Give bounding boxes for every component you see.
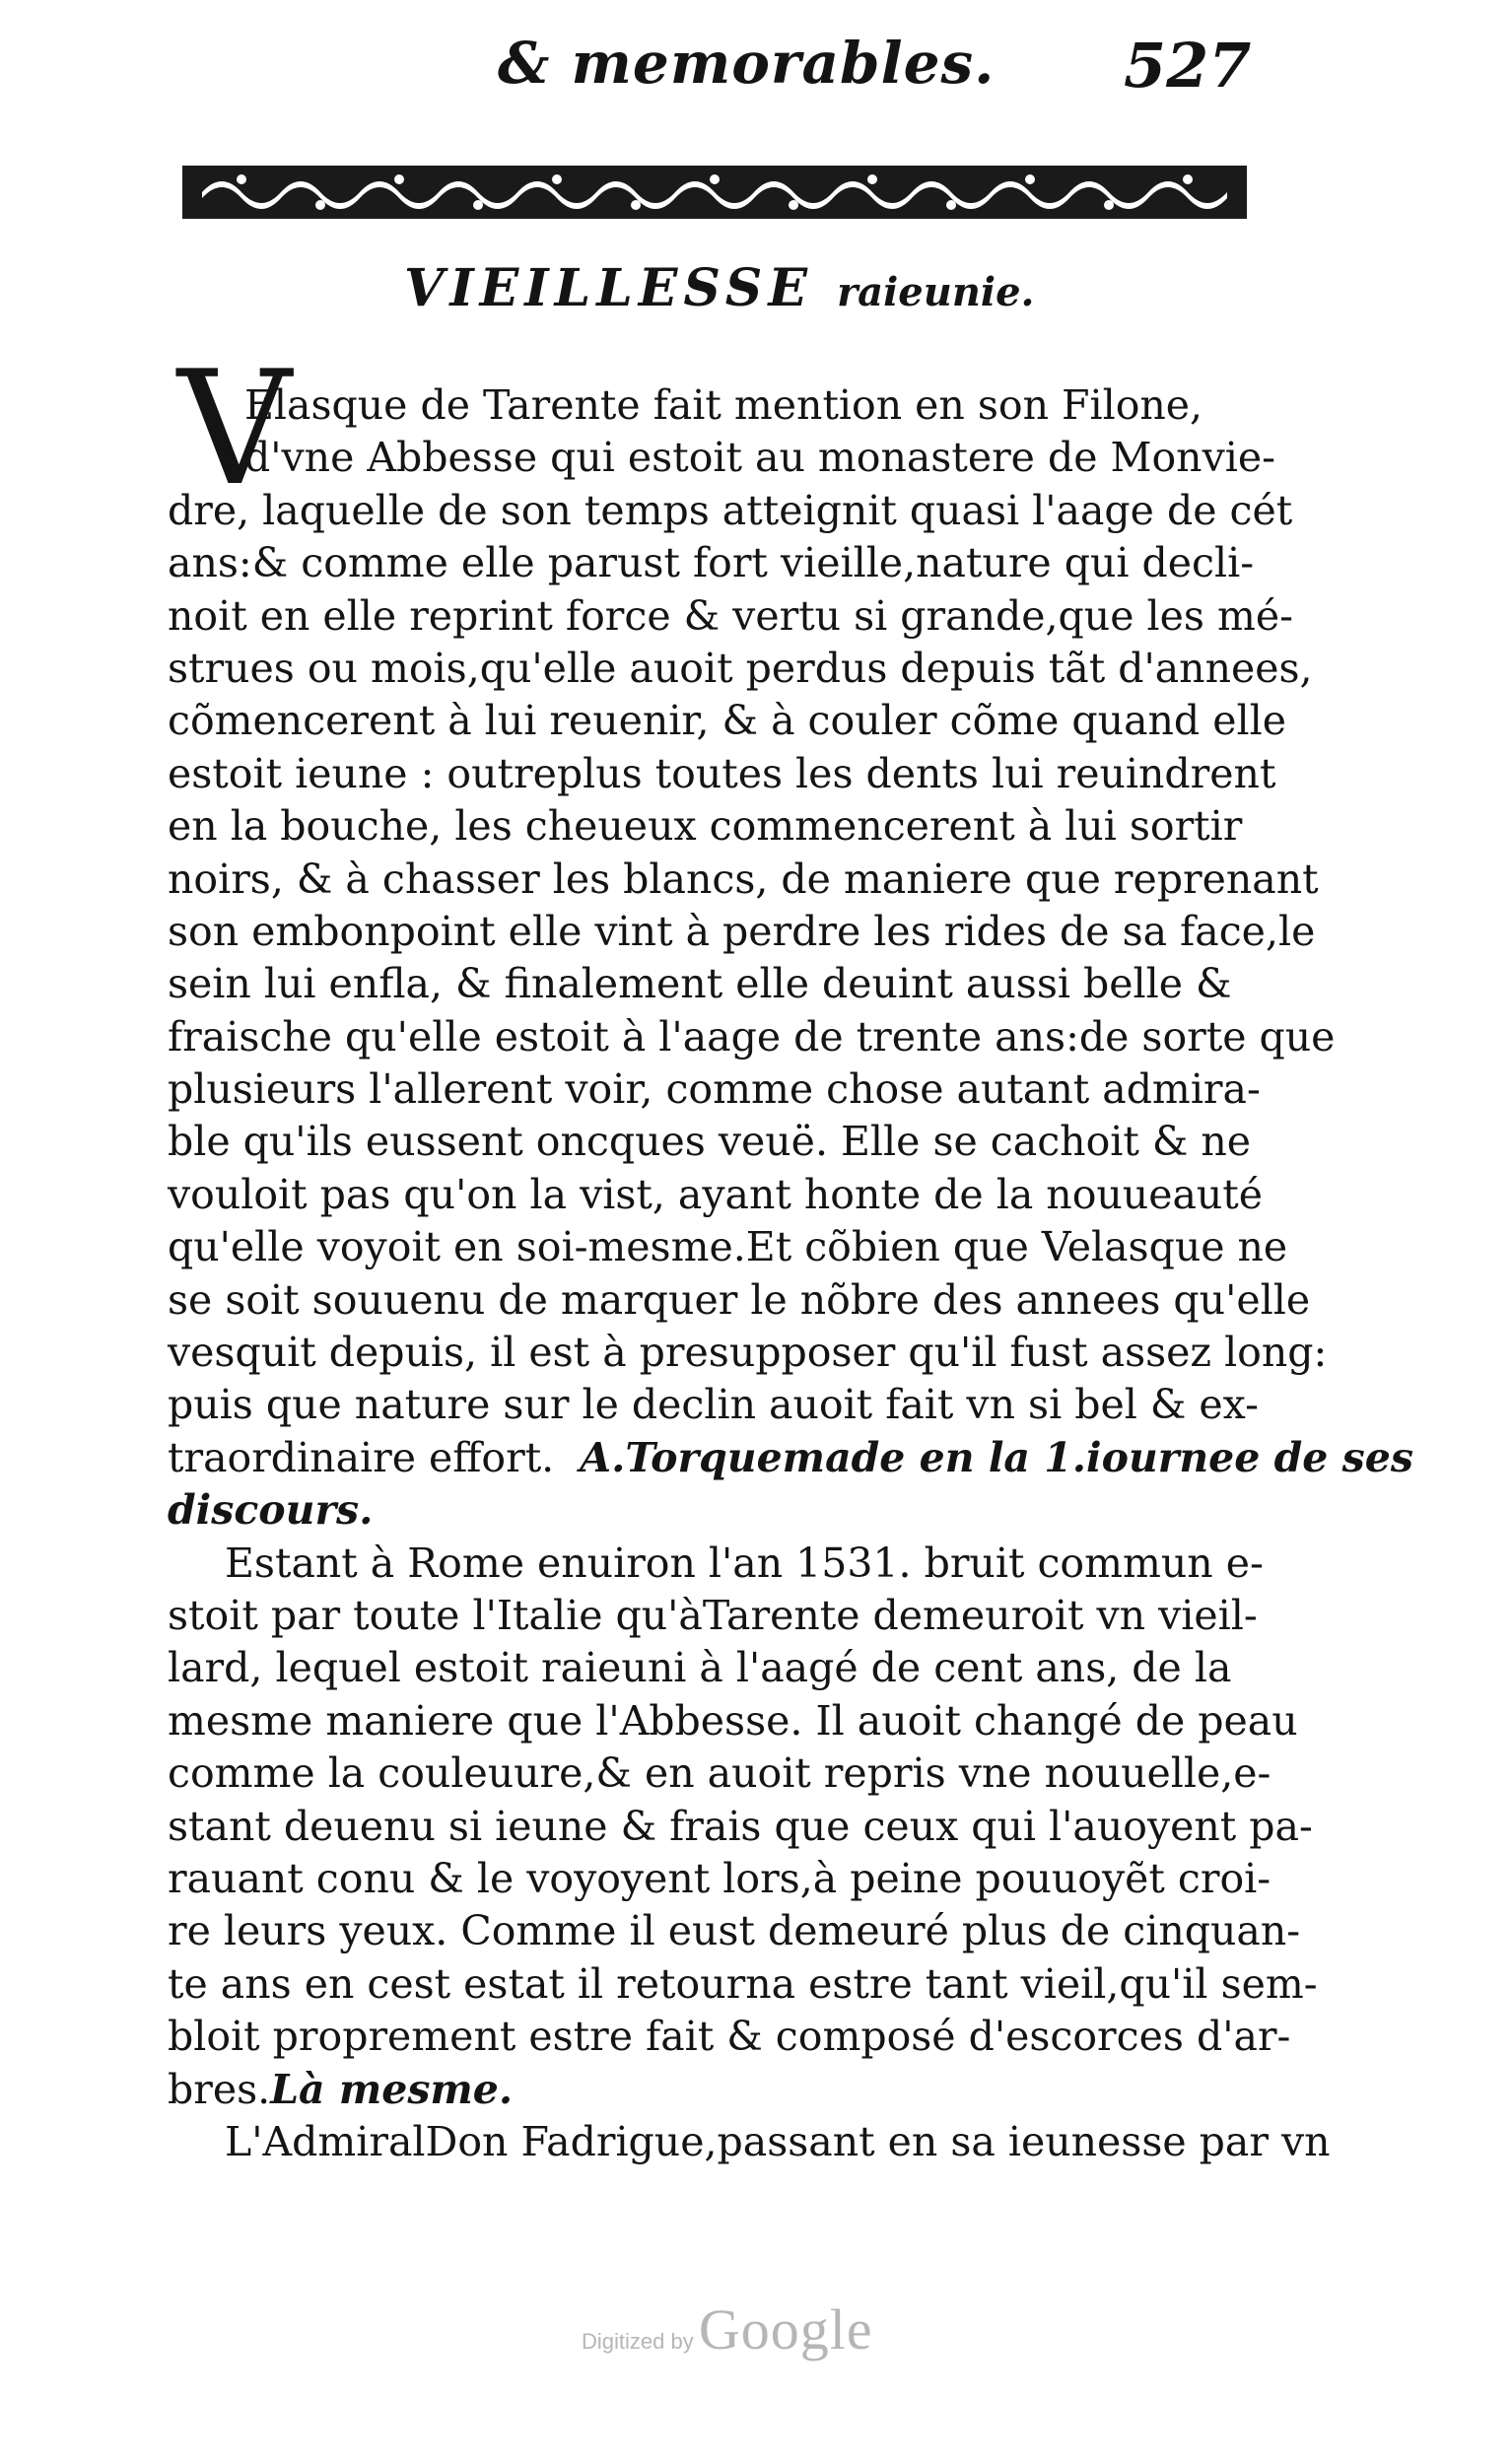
text-fragment: bres. xyxy=(168,2065,271,2113)
body-text xyxy=(168,379,1413,2168)
text-line: lard, lequel estoit raieuni à l'aagé de cent ans, de la xyxy=(168,1644,1232,1692)
text-line: estoit ieune : outreplus toutes les dents lui reuindrent xyxy=(168,749,1276,797)
text-line: L'AdmiralDon Fadrigue,passant en sa ieunesse par vn xyxy=(225,2117,1331,2165)
text-line: ans:& comme elle parust fort vieille,nature qui decli- xyxy=(168,539,1255,587)
text-line xyxy=(168,1484,1291,1537)
google-watermark xyxy=(582,2296,873,2362)
text-line: rauant conu & le voyoyent lors,à peine pouuoyẽt croi- xyxy=(168,1854,1271,1902)
text-line: d'vne Abbesse qui estoit au monastere de Monvie- xyxy=(244,434,1275,482)
drop-cap: V xyxy=(177,336,292,520)
text-line: stant deuenu si ieune & frais que ceux qui l'auoyent pa- xyxy=(168,1802,1313,1850)
text-line: comme la couleuure,& en auoit repris vne nouuelle,e- xyxy=(168,1749,1271,1798)
text-line xyxy=(168,1432,1413,1484)
text-line: cõmencerent à lui reuenir, & à couler cõme quand elle xyxy=(168,697,1286,745)
text-line: ble qu'ils eussent oncques veuë. Elle se cachoit & ne xyxy=(168,1118,1252,1166)
page-number: 527 xyxy=(1124,30,1252,102)
text-line: strues ou mois,qu'elle auoit perdus depuis tãt d'annees, xyxy=(168,644,1313,692)
source-citation: Là mesme. xyxy=(270,2065,514,2113)
text-line: se soit souuenu de marquer le nõbre des annees qu'elle xyxy=(168,1275,1311,1324)
text-line: fraische qu'elle estoit à l'aage de trente ans:de sorte que xyxy=(168,1012,1336,1061)
text-line: Elasque de Tarente fait mention en son Filone, xyxy=(244,381,1203,429)
google-logo: Google xyxy=(698,2297,873,2361)
text-line xyxy=(168,2064,1291,2116)
text-line: sein lui enfla, & finalement elle deuint aussi belle & xyxy=(168,960,1232,1008)
text-line: noit en elle reprint force & vertu si grande,que les mé- xyxy=(168,591,1293,640)
text-line: son embonpoint elle vint à perdre les rides de sa face,le xyxy=(168,907,1316,955)
text-line: qu'elle voyoit en soi-mesme.Et cõbien que Velasque ne xyxy=(168,1223,1288,1271)
ornamental-band xyxy=(182,158,1247,227)
watermark-prefix: Digitized by xyxy=(582,2329,694,2354)
text-line: plusieurs l'allerent voir, comme chose autant admira- xyxy=(168,1065,1261,1114)
text-line: vouloit pas qu'on la vist, ayant honte de la nouueauté xyxy=(168,1170,1264,1218)
text-line: dre, laquelle de son temps atteignit quasi l'aage de cét xyxy=(168,486,1293,534)
margin-citation: A.Torquemade en la 1.iournee de ses xyxy=(580,1433,1413,1481)
text-line: bloit proprement estre fait & composé d'escorces d'ar- xyxy=(168,2013,1291,2061)
text-line: stoit par toute l'Italie qu'àTarente demeuroit vn vieil- xyxy=(168,1591,1258,1639)
text-line: te ans en cest estat il retourna estre tant vieil,qu'il sem- xyxy=(168,1959,1318,2008)
margin-citation-continued: discours. xyxy=(168,1486,374,1535)
text-line: Estant à Rome enuiron l'an 1531. bruit commun e- xyxy=(225,1539,1264,1587)
text-line: noirs, & à chasser les blancs, de maniere que reprenant xyxy=(168,855,1319,903)
text-line: puis que nature sur le declin auoit fait vn si bel & ex- xyxy=(168,1381,1259,1429)
chapter-title: VIEILLESSE xyxy=(404,258,813,318)
chapter-heading xyxy=(404,258,1034,318)
text-fragment: traordinaire effort. xyxy=(168,1433,555,1481)
text-line: mesme maniere que l'Abbesse. Il auoit changé de peau xyxy=(168,1696,1298,1745)
chapter-subtitle: raieunie. xyxy=(837,269,1035,315)
text-line: vesquit depuis, il est à presupposer qu'il fust assez long: xyxy=(168,1329,1328,1377)
text-line: re leurs yeux. Comme il eust demeuré plus de cinquan- xyxy=(168,1907,1301,1955)
running-title: & memorables. xyxy=(498,30,996,97)
text-line: en la bouche, les cheueux commencerent à lui sortir xyxy=(168,802,1243,851)
